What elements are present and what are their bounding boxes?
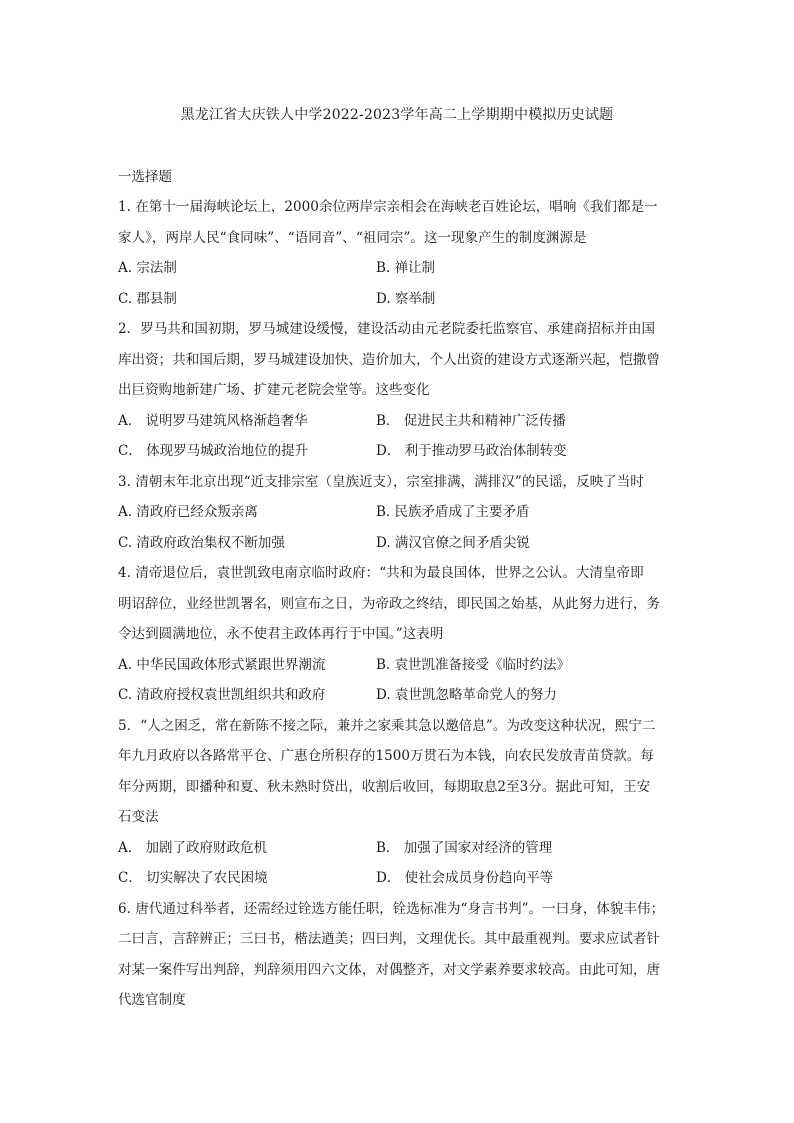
question-stem-line: 令达到圆满地位，永不使君主政体再行于中国。”这表明 (118, 626, 444, 642)
question-stem-line: 代选官制度 (118, 992, 186, 1008)
option-d[interactable]: D． 利于推动罗马政治体制转变 (376, 443, 567, 459)
option-d[interactable]: D. 袁世凯忽略革命党人的努力 (376, 687, 557, 703)
option-row (118, 253, 678, 284)
question-1 (118, 192, 678, 314)
option-d[interactable]: D． 使社会成员身份趋向平等 (376, 870, 554, 886)
question-list (118, 192, 678, 1016)
option-row (118, 680, 678, 711)
question-stem-line: 石变法 (118, 809, 159, 825)
option-a[interactable]: A. 清政府已经众叛亲离 (118, 504, 258, 520)
option-c[interactable]: C. 郡县制 (118, 290, 177, 307)
option-row (118, 833, 678, 864)
option-row (118, 436, 678, 467)
question-2 (118, 314, 678, 467)
question-stem-line: 3. 清朝末年北京出现“近支排宗室（皇族近支），宗室排满，满排汉”的民谣，反映了当时 (118, 473, 644, 490)
exam-title: 黑龙江省大庆铁人中学2022-2023学年高二上学期期中模拟历史试题 (180, 107, 614, 123)
option-c[interactable]: C. 清政府授权袁世凯组织共和政府 (118, 687, 326, 703)
question-stem-line: 出巨资购地新建广场、扩建元老院会堂等。这些变化 (118, 382, 430, 398)
option-b[interactable]: B. 袁世凯准备接受《临时约法》 (376, 656, 571, 673)
option-row (118, 528, 678, 559)
option-c[interactable]: C. 清政府政治集权不断加强 (118, 534, 285, 551)
option-d[interactable]: D. 满汉官僚之间矛盾尖锐 (376, 534, 530, 551)
question-3 (118, 467, 678, 559)
option-row (118, 406, 678, 437)
option-b[interactable]: B. 禅让制 (376, 260, 436, 276)
option-a[interactable]: A． 加剧了政府财政危机 (118, 839, 268, 856)
question-stem-line: 家人》，两岸人民“食同味”、“语同音”、“祖同宗”。这一现象产生的制度渊源是 (118, 229, 587, 246)
question-stem-line: 年分两期，即播种和夏、秋未熟时贷出，收割后收回，每期取息2至3分。据此可知，王安 (118, 778, 651, 795)
option-b[interactable]: B． 促进民主共和精神广泛传播 (376, 412, 566, 429)
option-c[interactable]: C． 切实解决了农民困境 (118, 870, 268, 886)
option-a[interactable]: A. 宗法制 (118, 260, 177, 276)
question-stem-line: 明诏辞位，业经世凯署名，则宣布之日，为帝政之终结，即民国之始基，从此努力进行，务 (118, 595, 660, 612)
question-stem-line: 年九月政府以各路常平仓、广惠仓所积存的1500万贯石为本钱，向农民发放青苗贷款。每 (118, 748, 654, 764)
question-stem-line: 2．罗马共和国初期，罗马城建设缓慢，建设活动由元老院委托监察官、承建商招标并由国 (118, 321, 656, 337)
question-stem-line: 二曰言，言辞辨正；三曰书，楷法遒美；四曰判，文理优长。其中最重视判。要求应试者针 (118, 931, 660, 947)
question-5 (118, 711, 678, 894)
question-6 (118, 894, 678, 1016)
option-d[interactable]: D. 察举制 (376, 290, 436, 307)
question-stem-line: 1. 在第十一届海峡论坛上，2000余位两岸宗亲相会在海峡老百姓论坛，唱响《我们都是一 (118, 199, 658, 215)
option-row (118, 497, 678, 528)
question-4 (118, 558, 678, 711)
question-stem-line: 5．“人之困乏，常在新陈不接之际，兼并之家乘其急以邀倍息”。为改变这种状况，熙宁二 (118, 717, 656, 734)
question-stem-line: 对某一案件写出判辞，判辞须用四六文体，对偶整齐，对文学素养要求较高。由此可知，唐 (118, 961, 660, 978)
option-row (118, 284, 678, 315)
option-a[interactable]: A. 中华民国政体形式紧跟世界潮流 (118, 656, 326, 673)
question-stem-line: 6. 唐代通过科举者，还需经过铨选方能任职，铨选标准为“身言书判”。一曰身，体貌丰伟； (118, 900, 665, 917)
option-a[interactable]: A． 说明罗马建筑风格渐趋奢华 (118, 412, 308, 429)
option-c[interactable]: C． 体现罗马城政治地位的提升 (118, 443, 309, 459)
option-row (118, 650, 678, 681)
section-heading: 一选择题 (118, 169, 172, 185)
question-stem-line: 库出资；共和国后期，罗马城建设加快、造价加大，个人出资的建设方式逐渐兴起，恺撒曾 (118, 351, 660, 368)
option-b[interactable]: B. 民族矛盾成了主要矛盾 (376, 504, 530, 520)
option-row (118, 863, 678, 894)
option-b[interactable]: B． 加强了国家对经济的管理 (376, 839, 553, 856)
question-stem-line: 4. 清帝退位后，袁世凯致电南京临时政府：“共和为最良国体，世界之公认。大清皇帝即 (118, 565, 644, 581)
